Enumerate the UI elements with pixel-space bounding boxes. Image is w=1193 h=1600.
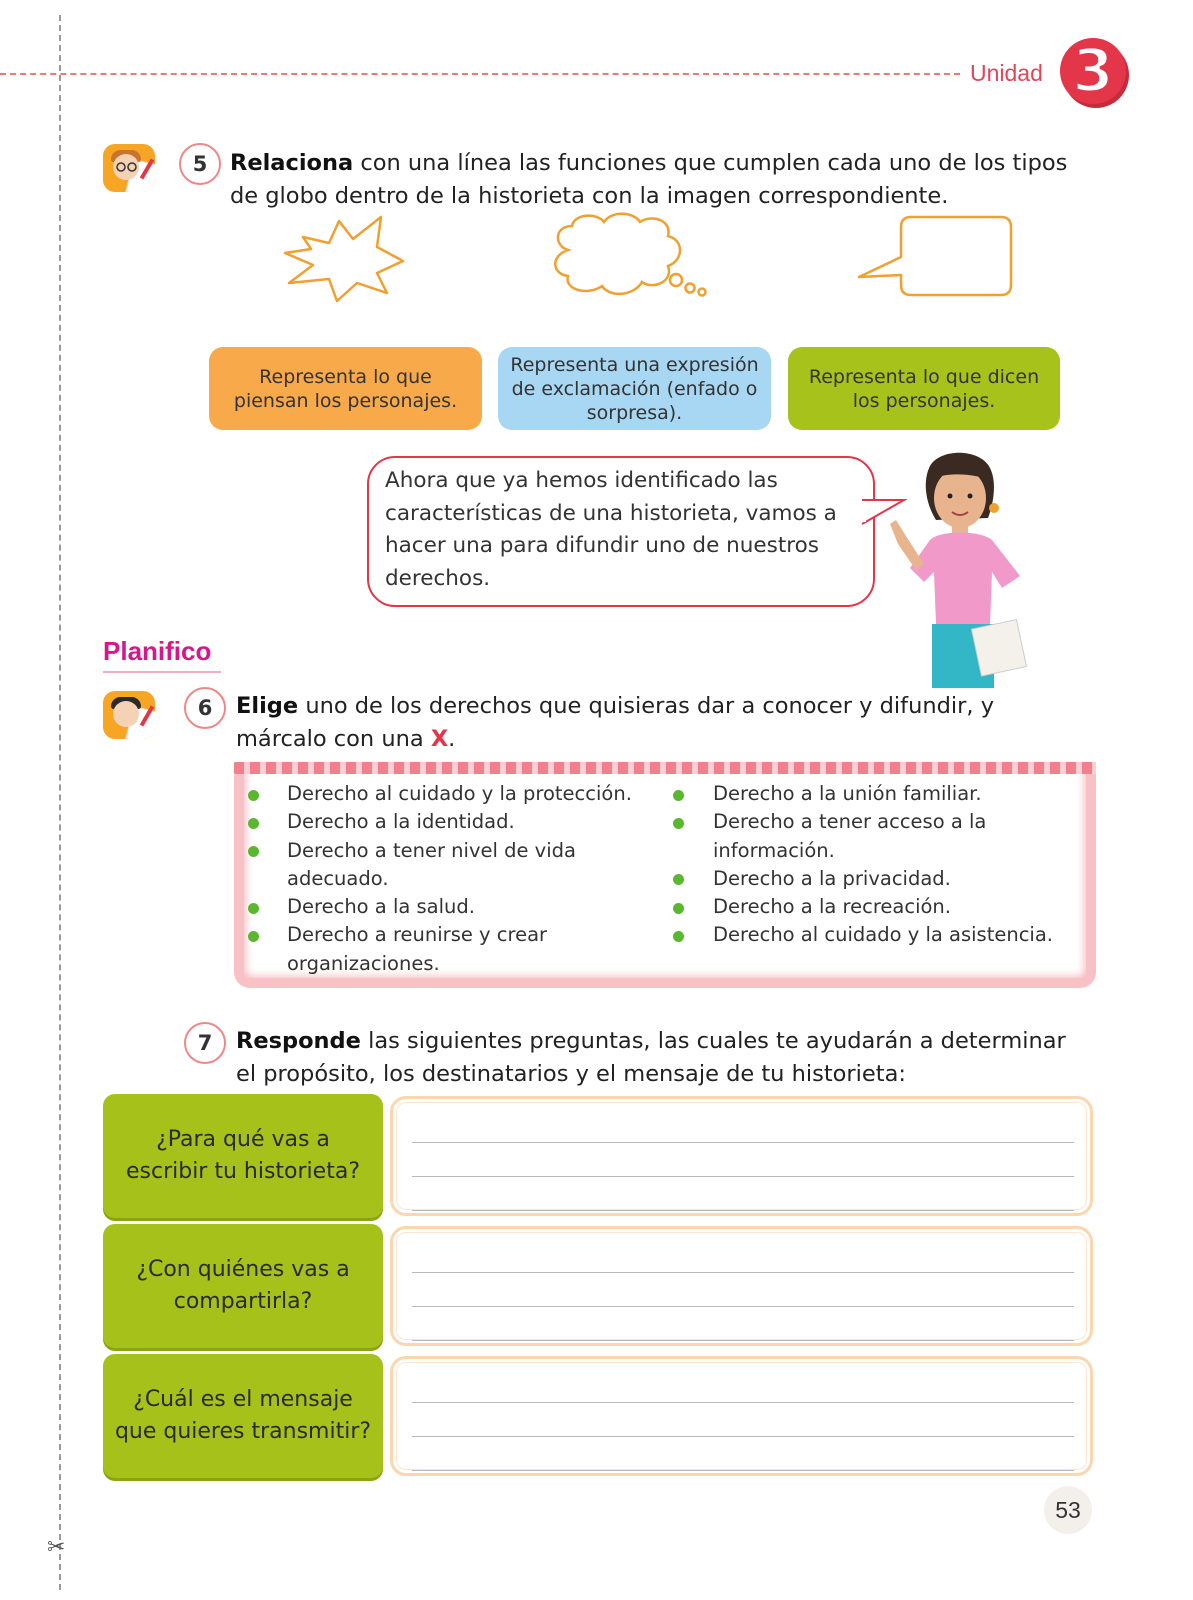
option-speech-label: Representa lo que dicen los personajes. — [808, 365, 1040, 412]
right-item[interactable]: Derecho a la identidad. — [287, 810, 515, 834]
bullet-icon — [673, 903, 684, 914]
option-exclamation-label: Representa una expresión de exclamación (enfado o sorpresa). — [510, 353, 759, 424]
girl-illustration — [880, 448, 1040, 688]
right-item[interactable]: Derecho a tener nivel de vida adecuado. — [287, 838, 576, 890]
answer-line[interactable] — [412, 1306, 1074, 1307]
question-purpose — [103, 1094, 383, 1218]
right-item[interactable]: Derecho a la recreación. — [713, 895, 951, 919]
right-item[interactable]: Derecho a tener acceso a la información. — [713, 810, 987, 862]
right-item[interactable]: Derecho a la unión familiar. — [713, 782, 982, 805]
answer-line[interactable] — [412, 1210, 1074, 1211]
right-item[interactable]: Derecho a reunirse y crear organizaciones. — [287, 923, 548, 975]
student-glasses-icon — [103, 144, 155, 192]
rights-left-list — [287, 780, 652, 978]
unit-number: 3 — [1072, 36, 1114, 106]
x-mark: X — [430, 726, 449, 752]
question-audience — [103, 1224, 383, 1348]
activity-5-instruction — [230, 147, 1070, 213]
answer-purpose-box[interactable] — [390, 1096, 1093, 1216]
activity-5-text: con una línea las funciones que cumplen cada uno de los tipos de globo dentro de la historieta con la imagen correspondiente. — [230, 150, 1068, 209]
student-girl-icon — [103, 691, 155, 739]
right-item[interactable]: Derecho a la salud. — [287, 895, 475, 919]
speech-balloon[interactable] — [855, 213, 1015, 299]
right-item[interactable]: Derecho al cuidado y la asistencia. — [713, 923, 1053, 947]
activity-5-number: 5 — [179, 143, 221, 185]
answer-line[interactable] — [412, 1470, 1074, 1471]
activity-7-instruction — [236, 1025, 1066, 1091]
activity-5-verb: Relaciona — [230, 150, 354, 176]
bullet-icon — [248, 846, 259, 857]
speech-bubble-text: Ahora que ya hemos identificado las características de una historieta, vamos a hacer una para difundir uno de nuestros derechos. — [385, 468, 837, 591]
bullet-icon — [673, 931, 684, 942]
right-item[interactable]: Derecho al cuidado y la protección. — [287, 782, 632, 805]
rights-box-binding — [234, 762, 1096, 774]
activity-6-instruction — [236, 690, 1066, 756]
activity-7-number: 7 — [184, 1022, 226, 1064]
option-exclamation-box[interactable] — [498, 347, 771, 430]
answer-line[interactable] — [412, 1176, 1074, 1177]
answer-line[interactable] — [412, 1340, 1074, 1341]
option-thought-label: Representa lo que piensan los personajes. — [233, 365, 458, 412]
option-thought-box[interactable] — [209, 347, 482, 430]
right-item[interactable]: Derecho a la privacidad. — [713, 866, 951, 890]
option-speech-box[interactable] — [788, 347, 1060, 430]
activity-6-verb: Elige — [236, 693, 299, 719]
question-purpose-label: ¿Para qué vas a escribir tu historieta? — [125, 1127, 360, 1184]
page-number: 53 — [1044, 1486, 1092, 1534]
bullet-icon — [248, 931, 259, 942]
activity-7-text: las siguientes preguntas, las cuales te ayudarán a determinar el propósito, los destinatarios y el mensaje de tu historieta: — [236, 1028, 1066, 1087]
activity-6-number: 6 — [184, 687, 226, 729]
section-title: Planifico — [103, 636, 212, 666]
answer-line[interactable] — [412, 1436, 1074, 1437]
thought-balloon[interactable] — [548, 210, 710, 302]
header-dashed-line — [0, 73, 960, 75]
question-audience-label: ¿Con quiénes vas a compartirla? — [136, 1257, 350, 1314]
answer-message-box[interactable] — [390, 1356, 1093, 1476]
answer-line[interactable] — [412, 1272, 1074, 1273]
bullet-icon — [673, 818, 684, 829]
answer-line[interactable] — [412, 1142, 1074, 1143]
activity-6-text: uno de los derechos que quisieras dar a conocer y difundir, y márcalo con una — [236, 693, 995, 752]
cut-line — [59, 15, 61, 1590]
answer-line[interactable] — [412, 1402, 1074, 1403]
unit-label: Unidad — [970, 60, 1043, 86]
question-message-label: ¿Cuál es el mensaje que quieres transmitir? — [114, 1387, 372, 1444]
exclamation-balloon[interactable] — [283, 213, 408, 305]
question-message — [103, 1354, 383, 1478]
bullet-icon — [248, 903, 259, 914]
section-underline — [103, 671, 221, 673]
bullet-icon — [248, 818, 259, 829]
activity-6-end: . — [448, 726, 456, 752]
scissors-icon: ✂ — [47, 1535, 66, 1560]
answer-audience-box[interactable] — [390, 1226, 1093, 1346]
bullet-icon — [248, 790, 259, 801]
bullet-icon — [673, 790, 684, 801]
rights-right-list — [713, 780, 1078, 950]
activity-7-verb: Responde — [236, 1028, 361, 1054]
bullet-icon — [673, 874, 684, 885]
